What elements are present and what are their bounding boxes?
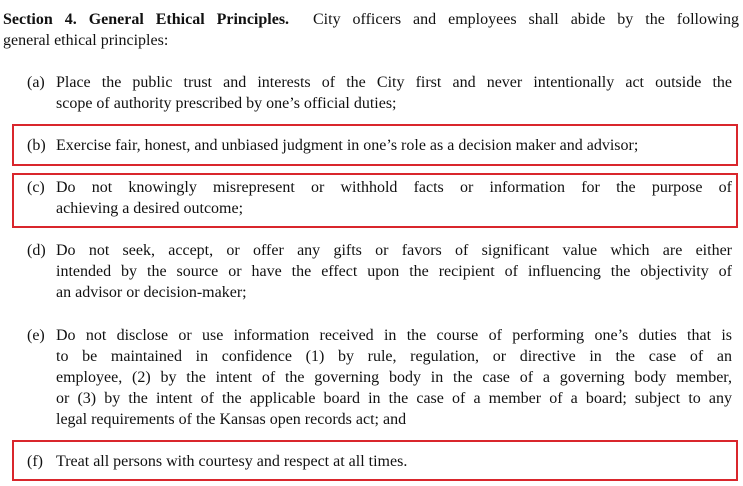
section-intro-line-1: City officers and employees shall abide by the following <box>313 11 740 28</box>
principle-b <box>27 135 732 156</box>
principle-line: an advisor or decision-maker; <box>56 284 247 301</box>
principle-line: Exercise fair, honest, and unbiased judgment in one’s role as a decision maker and advisor; <box>56 137 639 154</box>
principle-line: intended by the source or have the effect upon the recipient of influencing the objectivity of <box>56 263 732 280</box>
principle-line: or (3) by the intent of the applicable board in the case of a member of a board; subject to any <box>56 390 732 407</box>
principle-marker: (a) <box>27 74 45 91</box>
principle-marker: (c) <box>27 179 45 196</box>
principle-line: legal requirements of the Kansas open records act; and <box>56 411 407 428</box>
principle-line: Place the public trust and interests of the City first and never intentionally act outside the <box>56 74 732 91</box>
principle-c <box>27 177 732 219</box>
principle-line: Do not seek, accept, or offer any gifts or favors of significant value which are either <box>56 242 732 259</box>
section-title: Section 4. General Ethical Principles. <box>3 11 290 28</box>
section-intro-line-2: general ethical principles: <box>3 32 169 49</box>
principle-line: Treat all persons with courtesy and respect at all times. <box>56 453 408 470</box>
principle-marker: (d) <box>27 242 46 259</box>
principle-line: employee, (2) by the intent of the governing body in the case of a governing body member, <box>56 369 732 386</box>
principle-line: to be maintained in confidence (1) by rule, regulation, or directive in the case of an <box>56 348 732 365</box>
principle-marker: (f) <box>27 453 43 470</box>
principle-line: scope of authority prescribed by one’s official duties; <box>56 95 397 112</box>
principle-line: Do not knowingly misrepresent or withhold facts or information for the purpose of <box>56 179 732 196</box>
principle-f <box>27 451 732 472</box>
section-heading <box>3 9 739 51</box>
principle-marker: (b) <box>27 137 46 154</box>
principle-line: Do not disclose or use information received in the course of performing one’s duties that is <box>56 327 732 344</box>
principle-a <box>27 72 732 114</box>
principle-d <box>27 240 732 303</box>
principle-line: achieving a desired outcome; <box>56 200 244 217</box>
principle-marker: (e) <box>27 327 45 344</box>
principle-e <box>27 325 732 430</box>
